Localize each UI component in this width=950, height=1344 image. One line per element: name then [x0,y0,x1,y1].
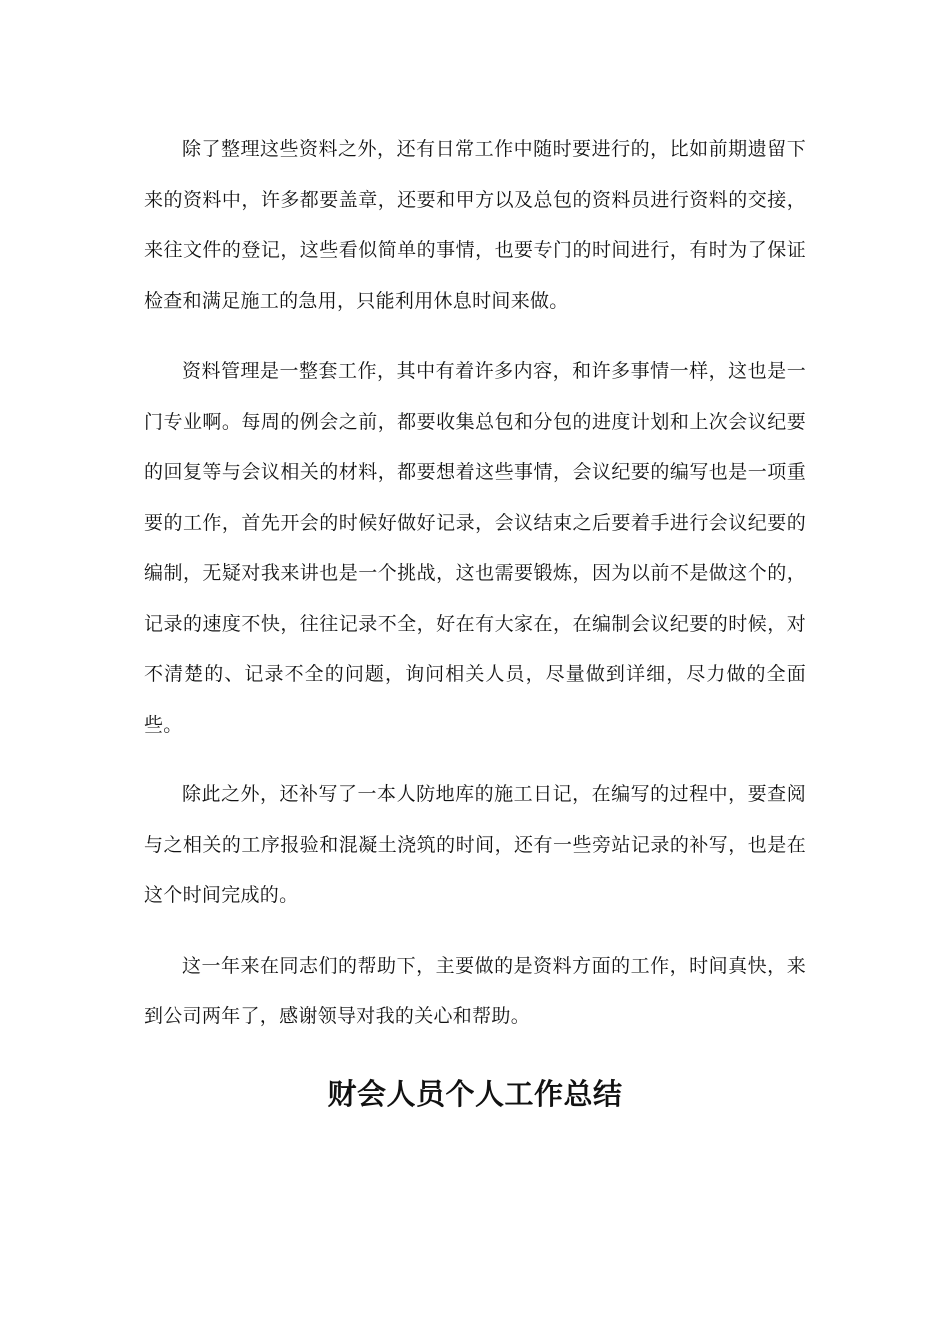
document-body [144,124,806,1114]
paragraph: 这一年来在同志们的帮助下，主要做的是资料方面的工作，时间真快，来到公司两年了，感谢领导对我的关心和帮助。 [144,954,806,1027]
paragraph-spacer [144,750,806,769]
paragraph-spacer [144,921,806,941]
section-heading: 财会人员个人工作总结 [327,1076,623,1111]
paragraph-spacer [144,326,806,346]
paragraph: 资料管理是一整套工作，其中有着许多内容，和许多事情一样，这也是一门专业啊。每周的例会之前，都要收集总包和分包的进度计划和上次会议纪要的回复等与会议相关的材料，都要想着这些事情，会议纪要的编写也是一项重要的工作，首先开会的时候好做好记录，会议结束之后要着手进行会议纪要的编制，无疑对我来讲也是一个挑战，这也需要锻炼，因为以前不是做这个的，记录的速度不快，往往记录不全，好在有大家在，在编制会议纪要的时候，对不清楚的、记录不全的问题，询问相关人员，尽量做到详细，尽力做的全面些。 [144,360,806,736]
paragraph: 除此之外，还补写了一本人防地库的施工日记，在编写的过程中，要查阅与之相关的工序报验和混凝土浇筑的时间，还有一些旁站记录的补写，也是在这个时间完成的。 [144,783,806,906]
paragraph: 除了整理这些资料之外，还有日常工作中随时要进行的，比如前期遗留下来的资料中，许多都要盖章，还要和甲方以及总包的资料员进行资料的交接，来往文件的登记，这些看似简单的事情，也要专门的时间进行，有时为了保证检查和满足施工的急用，只能利用休息时间来做。 [144,138,806,312]
